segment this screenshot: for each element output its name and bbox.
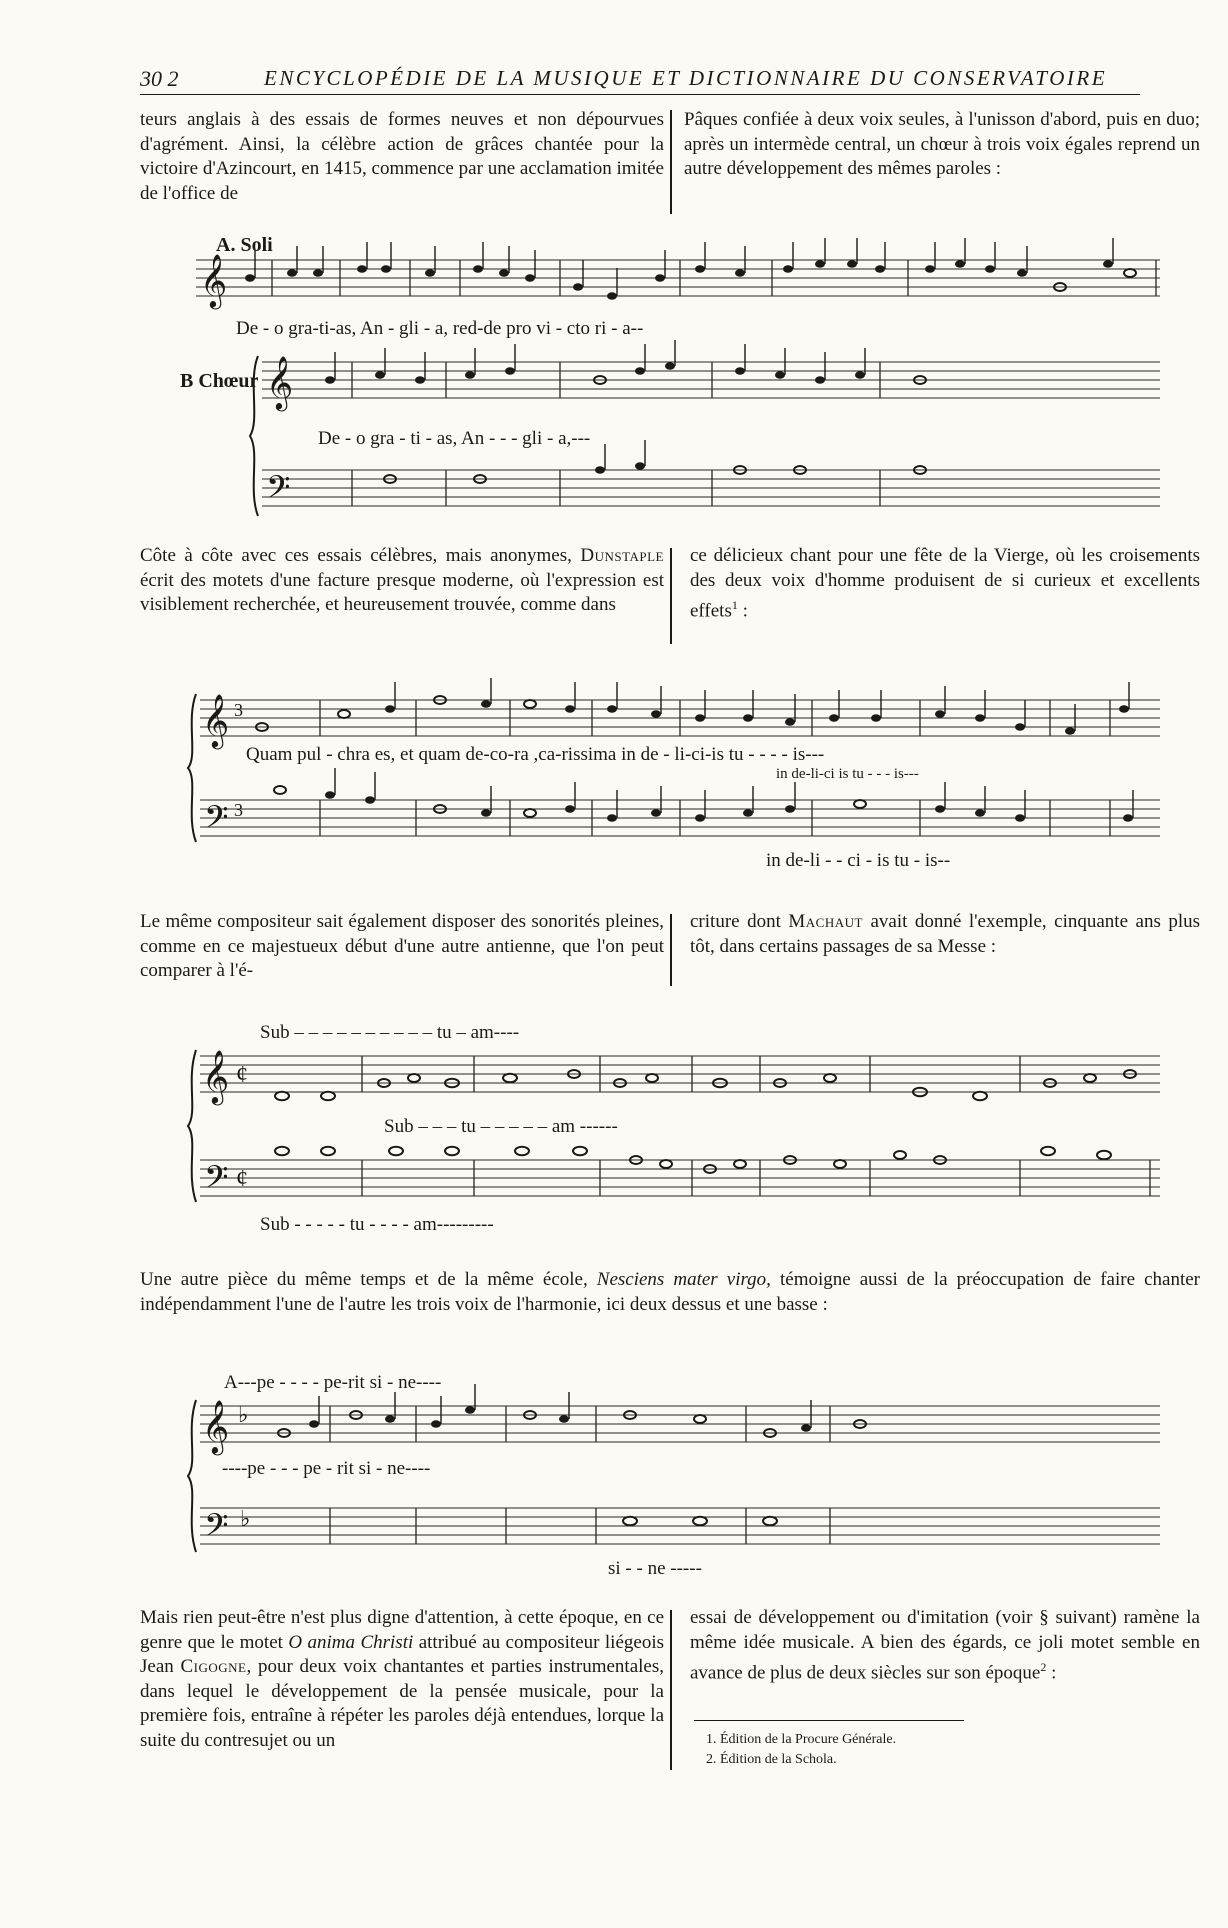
composer-dunstaple: Dunstaple [580,545,664,566]
work-title-nesciens: Nesciens mater virgo, [596,1269,771,1290]
label-soli: A. Soli [216,234,273,256]
lyrics-m4-bottom: si - - ne ----- [608,1558,702,1579]
svg-text:𝄢: 𝄢 [204,1507,229,1551]
svg-text:𝄢: 𝄢 [204,1159,229,1203]
composer-machaut: Machaut [788,911,863,932]
footnote-2: 2. Édition de la Schola. [706,1752,837,1767]
label-choeur: B Chœur [180,370,259,392]
work-title-o-anima: O anima Christi [288,1631,414,1653]
svg-text:3: 3 [234,800,243,820]
footnote-1: 1. Édition de la Procure Générale. [706,1732,897,1747]
para1-right: Pâques confiée à deux voix seules, à l'unisson d'abord, puis en duo; après un intermède central, un chœur à trois voix égales reprend un autre développement des mêmes paroles : [684,109,1200,179]
lyrics-m3-mid: Sub – – – tu – – – – – am ------ [384,1116,618,1137]
svg-text:𝄞: 𝄞 [200,253,228,307]
para2-left: Côte à côte avec ces essais célèbres, mais anonymes, Dunstaple écrit des motets d'une facture presque moderne, où l'expression est visiblement recherchée, et heureusement trouvée, comme dans [140,545,664,615]
lyrics-m2-bottom: in de-li - - ci - is tu - is-- [766,850,951,871]
svg-text:𝄞: 𝄞 [202,693,230,747]
svg-text:3: 3 [234,700,243,720]
svg-text:𝄞: 𝄞 [266,355,294,409]
composer-cigogne: Cigogne [180,1656,247,1677]
svg-text:𝄢: 𝄢 [266,469,291,513]
staff-m4-bass [200,1507,1160,1551]
lyrics-m4-top: A---pe - - - - pe-rit si - ne---- [224,1372,442,1393]
svg-text:𝄞: 𝄞 [202,1049,230,1103]
para3-left: Le même compositeur sait également disposer des sonorités pleines, comme en ce majestueux début d'une autre antienne, que l'on peut comparer à l'é- [140,911,664,981]
staff-m4-treble [200,1384,1160,1455]
para5-left: Mais rien peut-être n'est plus digne d'attention, à cette époque, en ce genre que le motet O anima Christi attribué au compositeur liégeois Jean Cigogne, pour deux voix chantantes et parties instrumentales, dans lequel le développement de la pensée musicale, pour la première fois, entraîne à répéter les paroles déjà entendues, lorque la suite du contresujet ou un [140,1607,665,1751]
svg-text:𝄞: 𝄞 [202,1399,230,1453]
para4: Une autre pièce du même temps et de la même école, Nesciens mater virgo, témoigne aussi de la préoccupation de faire chanter indépendamment l'une de l'autre les trois voix de l'harmonie, ici deux dessus et une basse : [140,1269,1200,1315]
footnotes [706,1730,1186,1770]
lyrics-m3-bottom: Sub - - - - - tu - - - - am--------- [260,1214,494,1235]
svg-text:𝄢: 𝄢 [204,799,229,843]
para1-left: teurs anglais à des essais de formes neuves et non dépourvues d'agrément. Ainsi, la célèbre action de grâces chantée pour la victoire d'Azincourt, en 1415, commence par une acclamation imitée de l'office de [140,109,664,204]
footnote-rule [694,1720,964,1721]
lyrics-m2-mid: in de-li-ci is tu - - - is--- [776,766,919,782]
column-divider [670,1610,672,1770]
page-number: 30 2 [140,66,179,91]
lyrics-choeur: De - o gra - ti - as, An - - - gli - a,--- [318,428,591,449]
running-title: ENCYCLOPÉDIE DE LA MUSIQUE ET DICTIONNAIRE DU CONSERVATOIRE [264,66,1108,90]
para5-right: essai de développement ou d'imitation (voir § suivant) ramène la même idée musicale. A bien des égards, ce joli motet semble en avance de plus de deux siècles sur son époque$^2$ : [690,1607,1200,1684]
lyrics-m3-top: Sub – – – – – – – – – – tu – am---- [260,1022,520,1043]
lyrics-m2-top: Quam pul - chra es, et quam de-co-ra ,ca-rissima in de - li-ci-is tu - - - - is--- [246,744,825,765]
lyrics-m4-mid: ----pe - - - pe - rit si - ne---- [222,1458,431,1479]
svg-text:♭: ♭ [240,1507,251,1532]
para2-right: ce délicieux chant pour une fête de la Vierge, où les croisements des deux voix d'homme produisent de si curieux et excellents effets$^1$ : [690,545,1200,622]
svg-text:♭: ♭ [238,1403,249,1428]
svg-text:¢: ¢ [236,1062,248,1088]
svg-text:¢: ¢ [236,1166,248,1192]
para3-right: criture dont Machaut avait donné l'exemple, cinquante ans plus tôt, dans certains passages de sa Messe : [690,911,1201,957]
lyrics-soli: De - o gra-ti-as, An - gli - a, red-de pro vi - cto ri - a-- [236,318,644,339]
